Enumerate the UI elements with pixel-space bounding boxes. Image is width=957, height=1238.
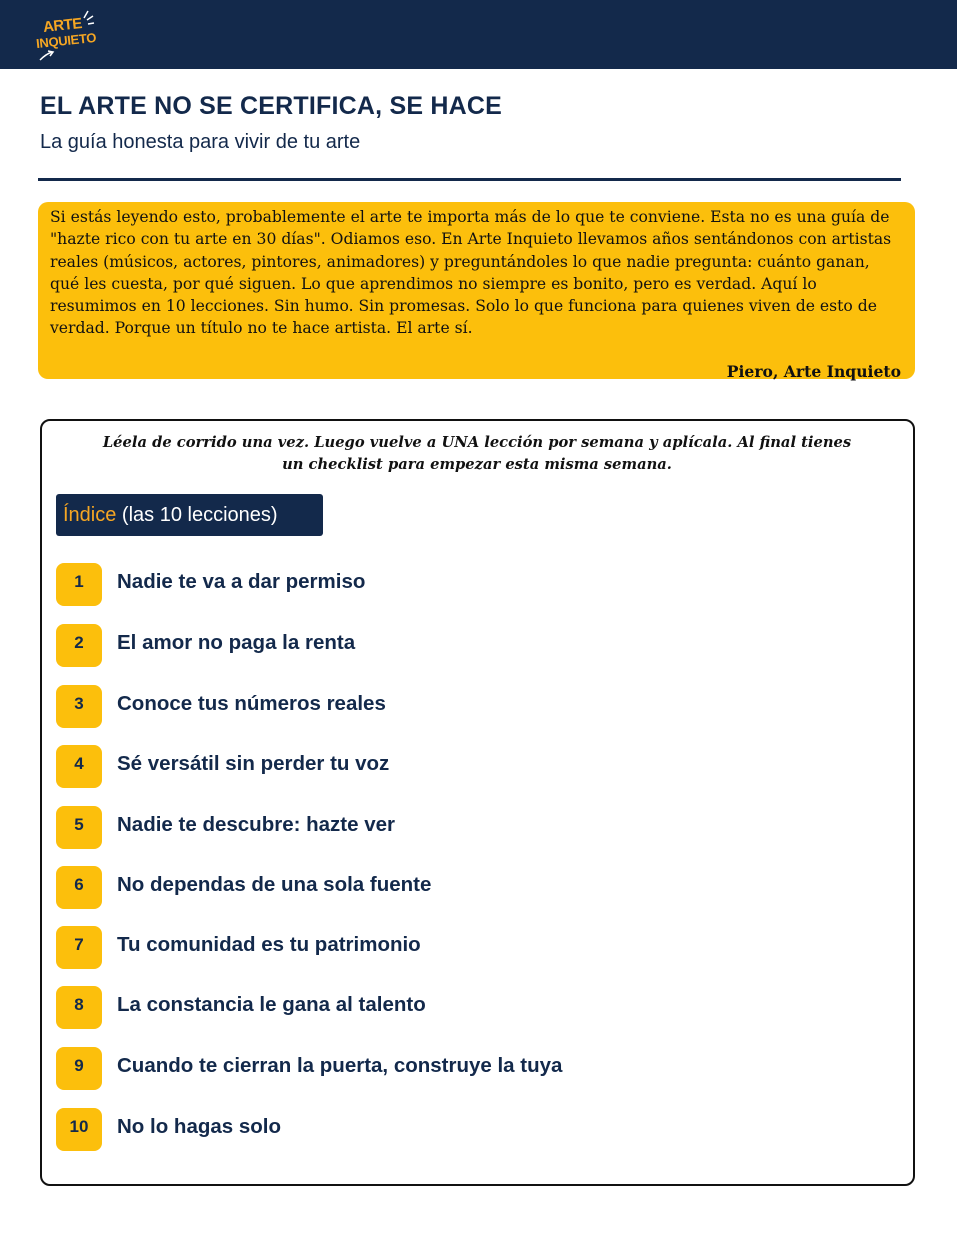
lesson-title: La constancia le gana al talento xyxy=(117,993,426,1016)
index-heading-rest: (las 10 lecciones) xyxy=(116,504,278,526)
lesson-title: El amor no paga la renta xyxy=(117,631,356,654)
lesson-title: Cuando te cierran la puerta, construye la tuya xyxy=(117,1054,563,1077)
title-divider xyxy=(38,178,901,181)
intro-text: Si estás leyendo esto, probablemente el arte te importa más de lo que te conviene. Esta no es una guía de "hazte rico con tu arte en 30 días". Odiamos eso. En Arte Inquieto llevamos años sentándonos con artistas reales (músicos, actores, pintores, animadores) y preguntándoles lo que nadie pregunta: cuánto ganan, qué les cuesta, por qué siguen. Lo que aprendimos no siempre es bonito, pero es verdad. Aquí lo resumimos en 10 lecciones. Sin humo. Sin promesas. Solo lo que funciona para quienes viven de esto de verdad. Porque un título no te hace artista. El arte sí. xyxy=(50,208,892,338)
lesson-number-badge: 10 xyxy=(56,1108,102,1151)
lesson-number-badge: 9 xyxy=(56,1047,102,1090)
lesson-number-badge: 3 xyxy=(56,685,102,728)
lesson-item[interactable] xyxy=(56,866,896,910)
lesson-item[interactable] xyxy=(56,624,896,668)
lesson-item[interactable] xyxy=(56,1047,896,1091)
index-box xyxy=(40,419,915,1186)
lesson-number-badge: 1 xyxy=(56,563,102,606)
index-heading-highlight: Índice xyxy=(63,504,117,526)
lesson-number-badge: 4 xyxy=(56,745,102,788)
lesson-item[interactable] xyxy=(56,1108,896,1152)
lesson-number-badge: 8 xyxy=(56,986,102,1029)
index-heading xyxy=(56,494,323,536)
lesson-item[interactable] xyxy=(56,685,896,729)
lesson-number-badge: 6 xyxy=(56,866,102,909)
reading-instructions: Léela de corrido una vez. Luego vuelve a UNA lección por semana y aplícala. Al final tienes un checklist para empezar esta misma semana. xyxy=(102,434,852,473)
lesson-number-badge: 2 xyxy=(56,624,102,667)
lesson-number-badge: 7 xyxy=(56,926,102,969)
lesson-item[interactable] xyxy=(56,926,896,970)
header-bar xyxy=(0,0,957,69)
intro-signature: Piero, Arte Inquieto xyxy=(726,362,901,381)
lesson-number-badge: 5 xyxy=(56,806,102,849)
lesson-title: Nadie te descubre: hazte ver xyxy=(117,813,395,836)
lesson-item[interactable] xyxy=(56,806,896,850)
lesson-title: Nadie te va a dar permiso xyxy=(117,570,366,593)
lesson-item[interactable] xyxy=(56,563,896,607)
page-subtitle: La guía honesta para vivir de tu arte xyxy=(40,131,361,153)
logo-text-inquieto: INQUIETO xyxy=(35,29,97,52)
lesson-item[interactable] xyxy=(56,986,896,1030)
lesson-title: No lo hagas solo xyxy=(117,1115,282,1138)
lesson-title: Sé versátil sin perder tu voz xyxy=(117,752,390,775)
lesson-title: Conoce tus números reales xyxy=(117,692,386,715)
intro-box xyxy=(38,202,915,379)
lesson-item[interactable] xyxy=(56,745,896,789)
lesson-title: Tu comunidad es tu patrimonio xyxy=(117,933,421,956)
lesson-title: No dependas de una sola fuente xyxy=(117,873,432,896)
logo-text-arte: ARTE xyxy=(42,15,83,36)
arte-inquieto-logo xyxy=(34,8,106,64)
page-title: EL ARTE NO SE CERTIFICA, SE HACE xyxy=(40,92,503,120)
